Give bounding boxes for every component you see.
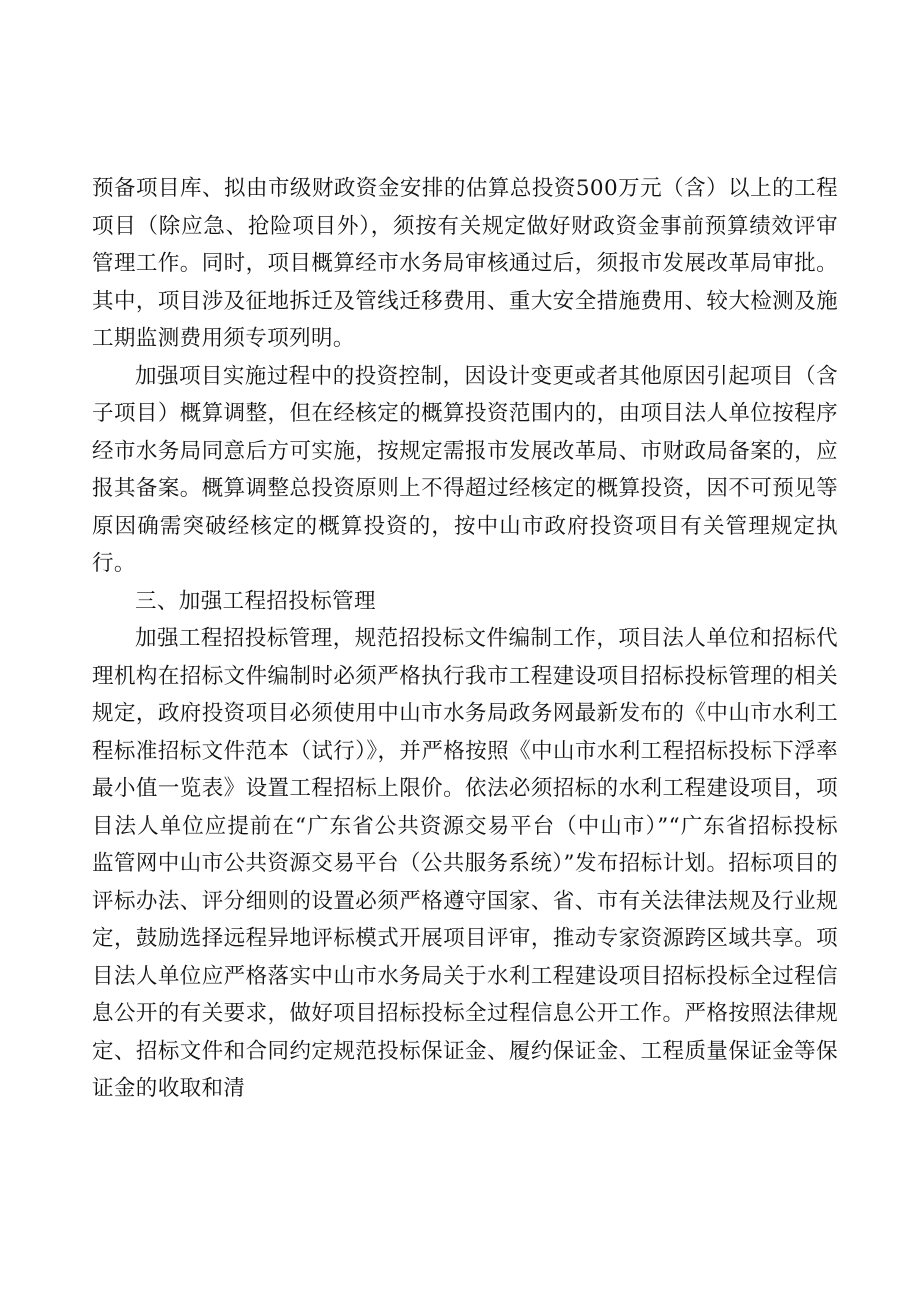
section-heading-bidding-management: 三、加强工程招投标管理 [135,588,376,614]
paragraph-bidding-management: 加强工程招投标管理，规范招投标文件编制工作，项目法人单位和招标代理机构在招标文件编制时必须严格执行我市工程建设项目招标投标管理的相关规定，政府投资项目必须使用中山市水务局政务网最新发布的《中山市水利工程标准招标文件范本（试行）》，并严格按照《中山市水利工程招标投标下浮率最小值一览表》设置工程招标上限价。依法必须招标的水利工程建设项目，项目法人单位应提前在“广东省公共资源交易平台（中山市）”“广东省招标投标监管网中山市公共资源交易平台（公共服务系统）”发布招标计划。招标项目的评标办法、评分细则的设置必须严格遵守国家、省、市有关法律法规及行业规定，鼓励选择远程异地评标模式开展项目评审，推动专家资源跨区域共享。项目法人单位应严格落实中山市水务局关于水利工程建设项目招标投标全过程信息公开的有关要求，做好项目招标投标全过程信息公开工作。严格按照法律规定、招标文件和合同约定规范投标保证金、履约保证金、工程质量保证金等保证金的收取和清 [92,626,838,1101]
document-body [92,170,838,1108]
paragraph-investment-control: 加强项目实施过程中的投资控制，因设计变更或者其他原因引起项目（含子项目）概算调整，但在经核定的概算投资范围内的，由项目法人单位按程序经市水务局同意后方可实施，按规定需报市发展改革局、市财政局备案的，应报其备案。概算调整总投资原则上不得超过经核定的概算投资，因不可预见等原因确需突破经核定的概算投资的，按中山市政府投资项目有关管理规定执行。 [92,363,838,576]
paragraph-budget-review: 预备项目库、拟由市级财政资金安排的估算总投资500万元（含）以上的工程项目（除应急、抢险项目外），须按有关规定做好财政资金事前预算绩效评审管理工作。同时，项目概算经市水务局审核通过后，须报市发展改革局审批。其中，项目涉及征地拆迁及管线迁移费用、重大安全措施费用、较大检测及施工期监测费用须专项列明。 [92,176,838,351]
